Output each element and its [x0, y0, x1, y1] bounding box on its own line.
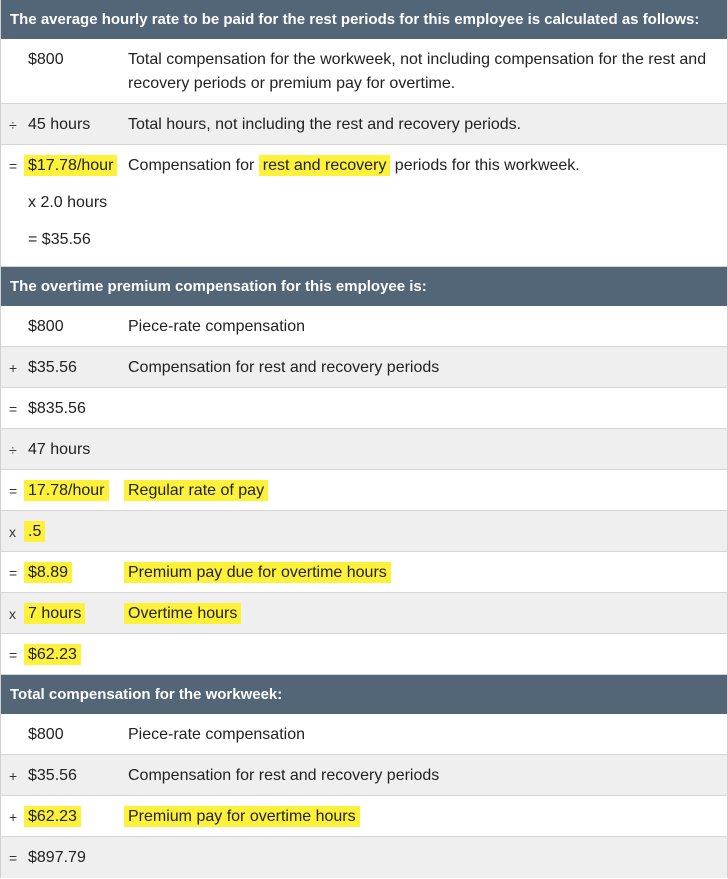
operator: x [9, 606, 16, 622]
operator: + [9, 768, 18, 784]
highlighted-text: Overtime hours [124, 603, 241, 624]
description: Piece-rate compensation [128, 318, 305, 335]
section-header-rest-rate: The average hourly rate to be paid for the rest periods for this employee is calculated as follows: [1, 0, 727, 39]
table-row [1, 388, 727, 429]
amount [28, 470, 128, 510]
operator [1, 39, 28, 103]
amount: $800 [28, 318, 64, 335]
operator: = [9, 647, 18, 663]
amount [28, 634, 128, 674]
amount: $897.79 [28, 849, 86, 866]
amount: $35.56 [28, 359, 77, 376]
table-row [1, 714, 727, 755]
description: Compensation for rest and recovery periods [128, 359, 440, 376]
table-row [1, 755, 727, 796]
operator [1, 714, 28, 754]
operator: + [9, 360, 18, 376]
result-line: = $35.56 [28, 231, 91, 248]
table-row [1, 347, 727, 388]
description [128, 837, 727, 878]
highlighted-text: rest and recovery [259, 155, 391, 176]
operator: + [9, 809, 18, 825]
amount [28, 796, 128, 836]
description [128, 634, 727, 674]
operator: = [9, 158, 18, 174]
table-row [1, 552, 727, 593]
table-row [1, 470, 727, 511]
table-row [1, 593, 727, 634]
description: Compensation for rest and recovery periods for this workweek. [128, 157, 580, 174]
description [128, 511, 727, 551]
description [128, 593, 727, 633]
amount [28, 593, 128, 633]
description: Compensation for rest and recovery periods [128, 767, 440, 784]
table-row [1, 306, 727, 347]
table-row [1, 104, 727, 145]
highlighted-amount: $62.23 [24, 644, 81, 665]
table-row [1, 796, 727, 837]
highlighted-amount: $8.89 [24, 562, 72, 583]
amount: 47 hours [28, 441, 91, 458]
table-row [1, 429, 727, 470]
amount: $800 [28, 51, 64, 68]
description: Total compensation for the workweek, not including compensation for the rest and recovery periods or premium pay for overtime. [128, 51, 707, 92]
section-header-overtime: The overtime premium compensation for this employee is: [1, 267, 727, 306]
multiplier-line: x 2.0 hours [28, 194, 108, 211]
highlighted-text: Regular rate of pay [124, 480, 268, 501]
highlighted-text: Premium pay for overtime hours [124, 806, 360, 827]
description [128, 429, 727, 469]
table-row [1, 145, 727, 267]
operator: = [9, 483, 18, 499]
highlighted-amount: .5 [24, 521, 45, 542]
operator: ÷ [9, 117, 17, 133]
operator [1, 306, 28, 346]
highlighted-amount: 7 hours [24, 603, 85, 624]
highlighted-amount: 17.78/hour [24, 480, 109, 501]
description [128, 388, 727, 428]
amount: $800 [28, 726, 64, 743]
highlighted-text: Premium pay due for overtime hours [124, 562, 391, 583]
table-row [1, 39, 727, 104]
description [128, 552, 727, 592]
operator: = [9, 401, 18, 417]
amount [28, 552, 128, 592]
table-row [1, 837, 727, 878]
operator: = [9, 565, 18, 581]
description: Total hours, not including the rest and recovery periods. [128, 116, 522, 133]
operator: = [9, 850, 18, 866]
operator: x [9, 524, 16, 540]
description: Piece-rate compensation [128, 726, 305, 743]
highlighted-amount: $17.78/hour [24, 155, 117, 176]
amount [28, 145, 128, 266]
description [128, 796, 727, 836]
amount: 45 hours [28, 116, 91, 133]
table-row [1, 511, 727, 552]
amount [28, 511, 128, 551]
highlighted-amount: $62.23 [24, 806, 81, 827]
description [128, 470, 727, 510]
operator: ÷ [9, 442, 17, 458]
section-header-total: Total compensation for the workweek: [1, 675, 727, 714]
table-row [1, 634, 727, 675]
amount: $835.56 [28, 400, 86, 417]
amount: $35.56 [28, 767, 77, 784]
